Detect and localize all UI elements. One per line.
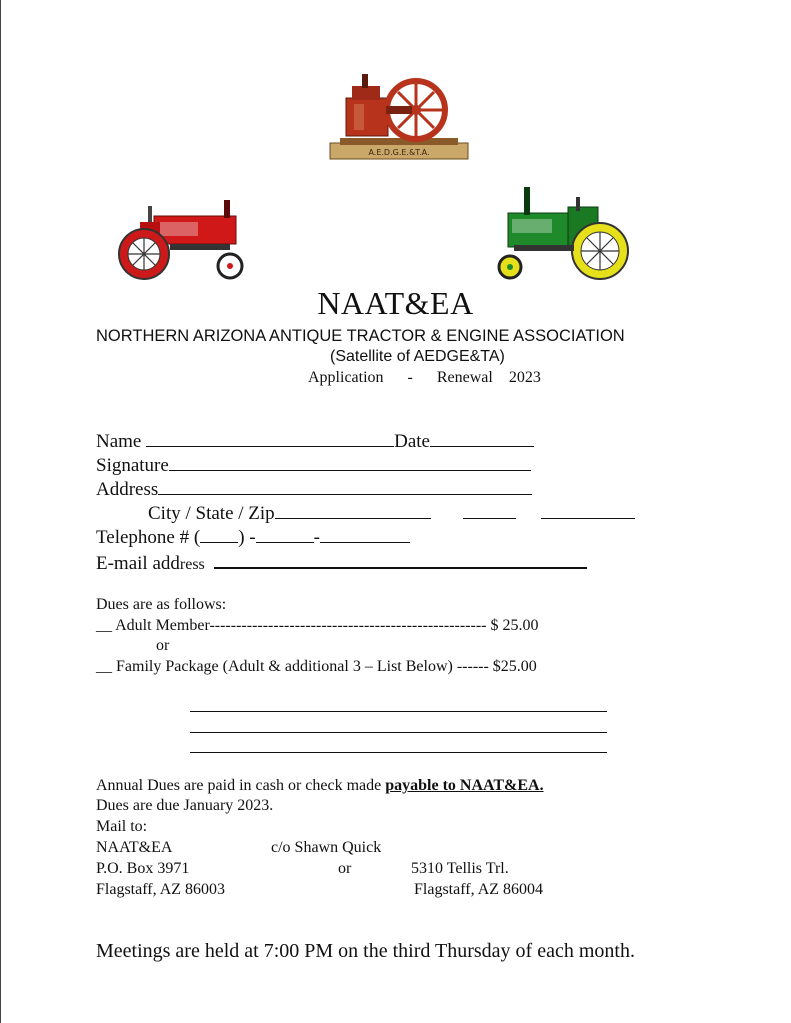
page-edge xyxy=(0,0,1,1023)
address-row xyxy=(96,477,532,501)
annual-dues-text: Annual Dues are paid in cash or check made xyxy=(96,777,386,794)
address-label: Address xyxy=(96,479,159,500)
mail-left-city: Flagstaff, AZ 86003 xyxy=(96,881,226,898)
name-label: Name xyxy=(96,431,142,452)
date-field[interactable] xyxy=(430,429,534,447)
green-tractor-icon xyxy=(496,183,636,283)
address-field[interactable] xyxy=(158,477,532,495)
engine-plaque-text: A.E.D.G.E.&T.A. xyxy=(368,148,430,157)
phone-line-field[interactable] xyxy=(320,525,410,543)
application-separator: - xyxy=(407,369,413,386)
mail-street: 5310 Tellis Trl. xyxy=(411,860,509,877)
date-label: Date xyxy=(394,431,430,452)
city-state-zip-row xyxy=(148,501,635,525)
signature-field[interactable] xyxy=(169,453,531,471)
red-tractor-icon xyxy=(114,192,248,282)
signature-row xyxy=(96,453,531,477)
mail-or: or xyxy=(338,860,352,877)
telephone-close: ) - xyxy=(238,527,256,548)
mail-right-city: Flagstaff, AZ 86004 xyxy=(414,881,544,898)
family-member-line-1[interactable] xyxy=(190,711,607,712)
signature-label: Signature xyxy=(96,455,169,476)
city-field[interactable] xyxy=(275,501,431,519)
telephone-dash: - xyxy=(313,527,320,548)
mail-care-of: c/o Shawn Quick xyxy=(271,839,382,856)
email-label-tail: ress xyxy=(179,556,205,573)
family-member-line-2[interactable] xyxy=(190,732,607,733)
satellite-note: (Satellite of AEDGE&TA) xyxy=(330,348,505,365)
name-row xyxy=(96,429,534,453)
email-field[interactable] xyxy=(214,550,587,569)
dues-intro: Dues are as follows: xyxy=(96,596,227,613)
family-package-line[interactable]: __ Family Package (Adult & additional 3 – List Below) ------ $25.00 xyxy=(96,658,537,675)
due-date-note: Dues are due January 2023. xyxy=(96,797,274,814)
phone-prefix-field[interactable] xyxy=(256,525,314,543)
annual-dues-note xyxy=(96,777,544,795)
org-name: NORTHERN ARIZONA ANTIQUE TRACTOR & ENGINE ASSOCIATION xyxy=(96,327,625,345)
zip-field[interactable] xyxy=(541,501,635,519)
city-state-zip-label: City / State / Zip xyxy=(148,503,275,524)
state-field[interactable] xyxy=(463,501,516,519)
mail-to-label: Mail to: xyxy=(96,818,148,835)
email-row xyxy=(96,550,587,575)
engine-logo-icon xyxy=(326,70,472,165)
family-member-line-3[interactable] xyxy=(190,752,607,753)
application-label: Application xyxy=(308,369,384,386)
meetings-note: Meetings are held at 7:00 PM on the third Thursday of each month. xyxy=(96,940,635,962)
telephone-row xyxy=(96,525,410,549)
application-year: 2023 xyxy=(508,369,541,386)
application-line xyxy=(308,369,541,387)
email-label: E-mail add xyxy=(96,553,180,574)
dues-or: or xyxy=(156,637,170,654)
page-title: NAAT&EA xyxy=(317,285,474,321)
mail-left-name: NAAT&EA xyxy=(96,839,173,856)
name-field[interactable] xyxy=(146,429,394,447)
renewal-label: Renewal xyxy=(436,369,493,386)
area-code-field[interactable] xyxy=(200,525,238,543)
telephone-label: Telephone # ( xyxy=(96,527,201,548)
payable-to: payable to NAAT&EA. xyxy=(385,777,544,794)
mail-po-box: P.O. Box 3971 xyxy=(96,860,190,877)
adult-member-line[interactable]: __ Adult Member---------------------------------------------------- $ 25.00 xyxy=(96,617,539,634)
